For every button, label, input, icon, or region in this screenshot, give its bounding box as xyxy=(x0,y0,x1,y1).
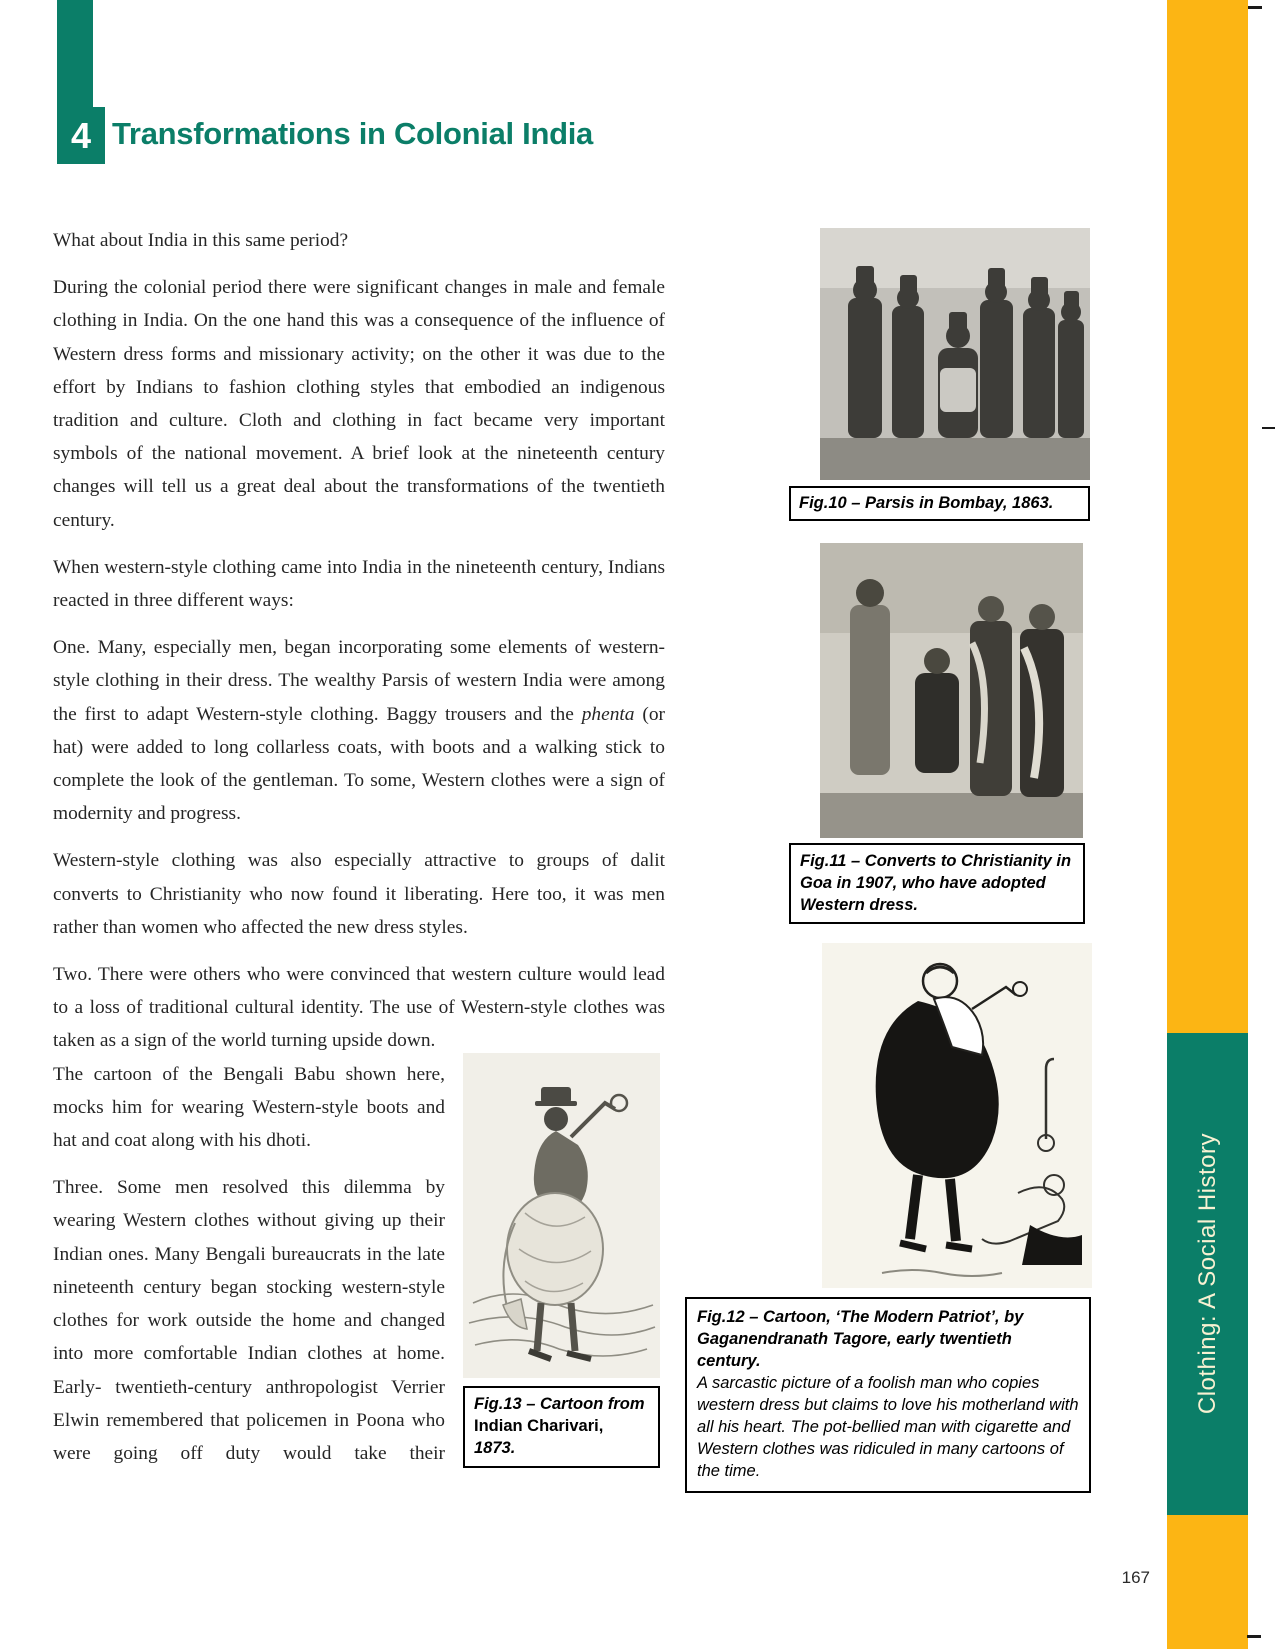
paragraph-one-text: One. Many, especially men, began incorporating some elements of western-style clothing in their dress. The wealthy Parsis of western India were among the first to adapt Western-style clothing. Baggy trousers and the xyxy=(53,637,665,725)
fig12-caption xyxy=(685,1297,1091,1493)
fig11-photo xyxy=(820,543,1083,838)
crop-mark-icon xyxy=(1248,6,1262,9)
fig11-caption-text: Fig.11 – Converts to Christianity in Goa in 1907, who have adopted Western dress. xyxy=(800,852,1072,914)
page-number: 167 xyxy=(1121,1568,1150,1587)
paragraph-one xyxy=(53,631,665,830)
paragraph-two-continued: The cartoon of the Bengali Babu shown here, mocks him for wearing Western-style boots and hat and coat along with his dhoti. xyxy=(53,1063,445,1152)
fig13-caption-source: Indian Charivari, xyxy=(474,1417,604,1435)
paragraph-colonial-changes: During the colonial period there were significant changes in male and female clothing in India. On the one hand this was a consequence of the influence of Western dress forms and missionary activity; on the other it was due to the effort by Indians to fashion clothing styles that embodied an indigenous tradition and culture. Cloth and clothing in fact became very important symbols of the national movement. A brief look at the nineteenth century changes will tell us a great deal about the transformations of the twentieth century. xyxy=(53,277,665,531)
crop-mark-icon xyxy=(1247,1635,1261,1638)
fig10-caption-text: Fig.10 – Parsis in Bombay, 1863. xyxy=(799,494,1054,512)
paragraph-three-ways: When western-style clothing came into India in the nineteenth century, Indians reacted in three different ways: xyxy=(53,556,665,612)
fig12-caption-title: Fig.12 – Cartoon, ‘The Modern Patriot’, by Gaganendranath Tagore, early twentieth century. xyxy=(697,1308,1024,1370)
fig10-caption xyxy=(789,486,1090,521)
crop-mark-icon xyxy=(1262,427,1275,429)
paragraph-intro: What about India in this same period? xyxy=(53,230,349,251)
fig13-caption xyxy=(463,1386,660,1468)
chapter-accent-bar xyxy=(57,0,93,108)
chapter-number: 4 xyxy=(57,107,105,164)
paragraph-two: Two. There were others who were convinced that western culture would lead to a loss of traditional cultural identity. The use of Western-style clothes was taken as a sign of the world turning upside down. xyxy=(53,964,665,1052)
fig12-cartoon xyxy=(822,943,1092,1288)
fig12-caption-description: A sarcastic picture of a foolish man who copies western dress but claims to love his motherland with all his heart. The pot-bellied man with cigarette and Western clothes was ridiculed in many cartoons of the time. xyxy=(697,1374,1079,1480)
book-title-vertical-text: Clothing: A Social History xyxy=(1193,1133,1221,1415)
paragraph-three: Three. Some men resolved this dilemma by wearing Western clothes without giving up their Indian ones. Many Bengali bureaucrats in the late nineteenth century began stocking western-style clothes for work outside the home and changed into more comfortable Indian clothes at home. Early- twentieth-century anthropologist Verrier Elwin remembered that policemen in Poona who were going off duty would take their xyxy=(53,1177,445,1464)
paragraph-one-text-cont: (or hat) were added to long collarless coats, with boots and a walking stick to complete the look of the gentleman. To some, Western clothes were a sign of modernity and progress. xyxy=(53,703,665,825)
fig10-photo xyxy=(820,228,1090,480)
fig13-caption-prefix: Fig.13 – Cartoon from xyxy=(474,1395,645,1413)
paragraph-dalit-converts: Western-style clothing was also especially attractive to groups of dalit converts to Christianity who now found it liberating. Here too, it was men rather than women who affected the new dress styles. xyxy=(53,850,665,938)
fig13-cartoon xyxy=(463,1053,660,1378)
fig13-caption-year: 1873. xyxy=(474,1439,516,1457)
chapter-title: Transformations in Colonial India xyxy=(112,116,593,151)
book-title-tab xyxy=(1167,1033,1248,1515)
fig11-caption xyxy=(789,843,1085,924)
phenta-italic-term: phenta xyxy=(581,703,635,725)
